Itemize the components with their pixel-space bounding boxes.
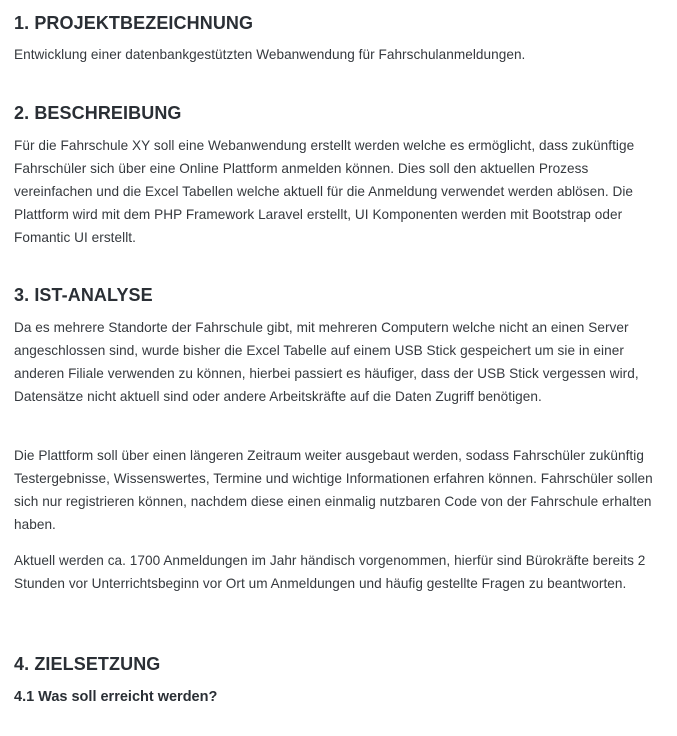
paragraph-beschreibung: Für die Fahrschule XY soll eine Webanwendung erstellt werden welche es ermöglicht, dass zukünftige Fahrschüler sich über eine Online Plattform anmelden können. Dies soll den aktuellen Prozess vereinfachen und die Excel Tabellen welche aktuell für die Anmeldung verwendet werden ablösen. Die Plattform wird mit dem PHP Framework Laravel erstellt, UI Komponenten werden mit Bootstrap oder Fomantic UI erstellt. [14,138,635,245]
paragraph-ist-analyse-1: Da es mehrere Standorte der Fahrschule gibt, mit mehreren Computern welche nicht an einen Server angeschlossen sind, wurde bisher die Excel Tabelle auf einem USB Stick gespeichert um sie in einer anderen Filiale verwenden zu können, hierbei passiert es häufiger, dass der USB Stick vergessen wird, Datensätze nicht aktuell sind oder andere Arbeitskräfte auf die Daten Zugriff benötigen. [14,320,639,404]
section-title-beschreibung: 2. BESCHREIBUNG [14,103,182,123]
section-title-zielsetzung: 4. ZIELSETZUNG [14,654,161,674]
section-title-ist-analyse: 3. IST-ANALYSE [14,285,153,305]
section-title-projektbezeichnung: 1. PROJEKTBEZEICHNUNG [14,13,254,33]
subsection-title-was-soll-erreicht-werden: 4.1 Was soll erreicht werden? [14,689,218,705]
paragraph-ist-analyse-2: Die Plattform soll über einen längeren Zeitraum weiter ausgebaut werden, sodass Fahrschüler zukünftig Testergebnisse, Wissenswertes, Termine und wichtige Informationen erfahren können. Fahrschüler sollen sich nur registrieren können, nachdem diese einen einmalig nutzbaren Code von der Fahrschule erhalten haben. [14,448,653,532]
paragraph-projektbezeichnung: Entwicklung einer datenbankgestützten Webanwendung für Fahrschulanmeldungen. [14,47,526,62]
paragraph-ist-analyse-3: Aktuell werden ca. 1700 Anmeldungen im Jahr händisch vorgenommen, hierfür sind Bürokräfte bereits 2 Stunden vor Unterrichtsbeginn vor Ort um Anmeldungen und häufig gestellte Fragen zu beantworten. [14,553,646,591]
